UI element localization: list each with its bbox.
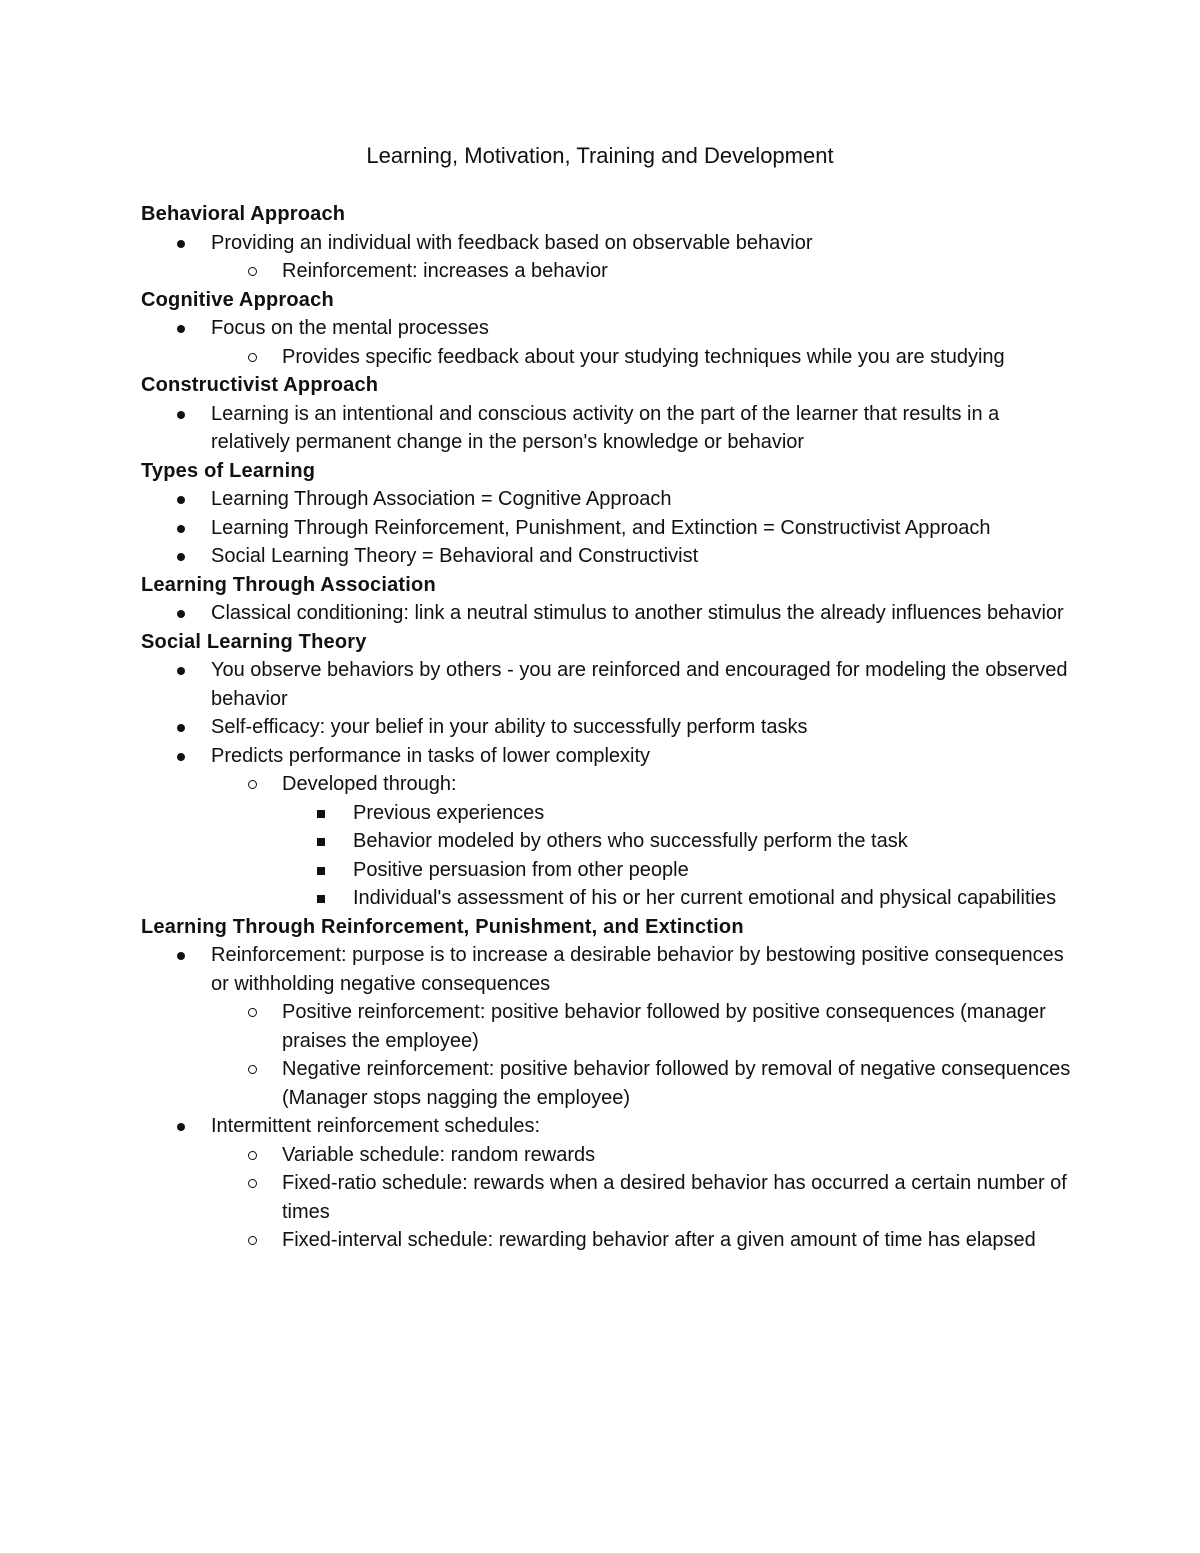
list-item-text: Negative reinforcement: positive behavior followed by removal of negative consequences (Manager stops nagging the employee) xyxy=(282,1058,1071,1109)
list-item-text: You observe behaviors by others - you are reinforced and encouraged for modeling the observed behavior xyxy=(211,659,1068,710)
list-item-text: Fixed-interval schedule: rewarding behavior after a given amount of time has elapsed xyxy=(282,1229,1036,1251)
list-item-text: Reinforcement: increases a behavior xyxy=(282,260,608,282)
list-item xyxy=(141,1226,1071,1255)
list-item xyxy=(141,1112,1071,1141)
list-item-text: Provides specific feedback about your studying techniques while you are studying xyxy=(282,345,1005,368)
list-item-text: Developed through: xyxy=(282,773,457,795)
list-item-text: Focus on the mental processes xyxy=(211,317,489,339)
list-item xyxy=(141,400,1071,457)
list-item-text: Learning Through Reinforcement, Punishment, and Extinction = Constructivist Approach xyxy=(211,516,991,539)
list-item-text: Providing an individual with feedback based on observable behavior xyxy=(211,231,813,254)
list-item-text: Learning Through Association = Cognitive Approach xyxy=(211,488,672,510)
bullet-disc-icon xyxy=(177,411,185,419)
list-item xyxy=(141,542,1071,571)
bullet-square-icon xyxy=(317,895,325,903)
bullet-circle-icon xyxy=(248,267,257,276)
bullet-square-icon xyxy=(317,838,325,846)
list-item xyxy=(141,229,1071,258)
list-item-text: Behavior modeled by others who successfully perform the task xyxy=(353,830,908,852)
section-heading: Cognitive Approach xyxy=(141,288,334,311)
list-item-text: Fixed-ratio schedule: rewards when a desired behavior has occurred a certain number of times xyxy=(282,1172,1067,1223)
list-item-text: Previous experiences xyxy=(353,801,545,824)
list-item-text: Reinforcement: purpose is to increase a desirable behavior by bestowing positive consequences or withholding negative consequences xyxy=(211,944,1064,995)
list-item xyxy=(141,998,1071,1055)
bullet-circle-icon xyxy=(248,1008,257,1017)
document-body xyxy=(141,200,1071,1255)
list-item xyxy=(141,257,1071,286)
bullet-disc-icon xyxy=(177,724,185,732)
bullet-circle-icon xyxy=(248,1065,257,1074)
list-item xyxy=(141,1055,1071,1112)
section-heading: Learning Through Association xyxy=(141,573,436,596)
list-item-text: Classical conditioning: link a neutral stimulus to another stimulus the already influences behavior xyxy=(211,602,1064,624)
list-item-text: Social Learning Theory = Behavioral and Constructivist xyxy=(211,545,699,567)
list-item xyxy=(141,343,1071,372)
page-title: Learning, Motivation, Training and Development xyxy=(366,143,834,168)
bullet-disc-icon xyxy=(177,952,185,960)
section-heading: Behavioral Approach xyxy=(141,203,346,225)
list-item xyxy=(141,1141,1071,1170)
list-item-text: Variable schedule: random rewards xyxy=(282,1143,596,1166)
list-item xyxy=(141,856,1071,885)
bullet-disc-icon xyxy=(177,325,185,333)
section-heading: Social Learning Theory xyxy=(141,630,367,653)
bullet-disc-icon xyxy=(177,610,185,618)
bullet-disc-icon xyxy=(177,753,185,761)
section-heading: Types of Learning xyxy=(141,459,316,482)
list-item-text: Positive reinforcement: positive behavior followed by positive consequences (manager praises the employee) xyxy=(282,1001,1046,1052)
list-item-text: Positive persuasion from other people xyxy=(353,858,689,881)
list-item-text: Individual's assessment of his or her current emotional and physical capabilities xyxy=(353,887,1057,909)
section-heading: Learning Through Reinforcement, Punishment, and Extinction xyxy=(141,915,744,938)
bullet-disc-icon xyxy=(177,667,185,675)
list-item xyxy=(141,941,1071,998)
list-item xyxy=(141,770,1071,799)
bullet-circle-icon xyxy=(248,353,257,362)
list-item xyxy=(141,742,1071,771)
bullet-disc-icon xyxy=(177,525,185,533)
list-item xyxy=(141,884,1071,913)
list-item-text: Learning is an intentional and conscious activity on the part of the learner that results in a relatively permanent change in the person's knowledge or behavior xyxy=(211,402,1000,453)
bullet-circle-icon xyxy=(248,1236,257,1245)
bullet-circle-icon xyxy=(248,1151,257,1160)
list-item xyxy=(141,514,1071,543)
bullet-square-icon xyxy=(317,810,325,818)
list-item xyxy=(141,827,1071,856)
bullet-disc-icon xyxy=(177,496,185,504)
list-item xyxy=(141,314,1071,343)
list-item-text: Self-efficacy: your belief in your ability to successfully perform tasks xyxy=(211,716,808,738)
bullet-disc-icon xyxy=(177,553,185,561)
list-item xyxy=(141,656,1071,713)
list-item-text: Intermittent reinforcement schedules: xyxy=(211,1115,541,1137)
list-item-text: Predicts performance in tasks of lower complexity xyxy=(211,744,651,767)
bullet-disc-icon xyxy=(177,240,185,248)
list-item xyxy=(141,485,1071,514)
bullet-circle-icon xyxy=(248,780,257,789)
bullet-disc-icon xyxy=(177,1123,185,1131)
list-item xyxy=(141,1169,1071,1226)
list-item xyxy=(141,713,1071,742)
list-item xyxy=(141,599,1071,628)
list-item xyxy=(141,799,1071,828)
section-heading: Constructivist Approach xyxy=(141,374,379,396)
bullet-circle-icon xyxy=(248,1179,257,1188)
bullet-square-icon xyxy=(317,867,325,875)
